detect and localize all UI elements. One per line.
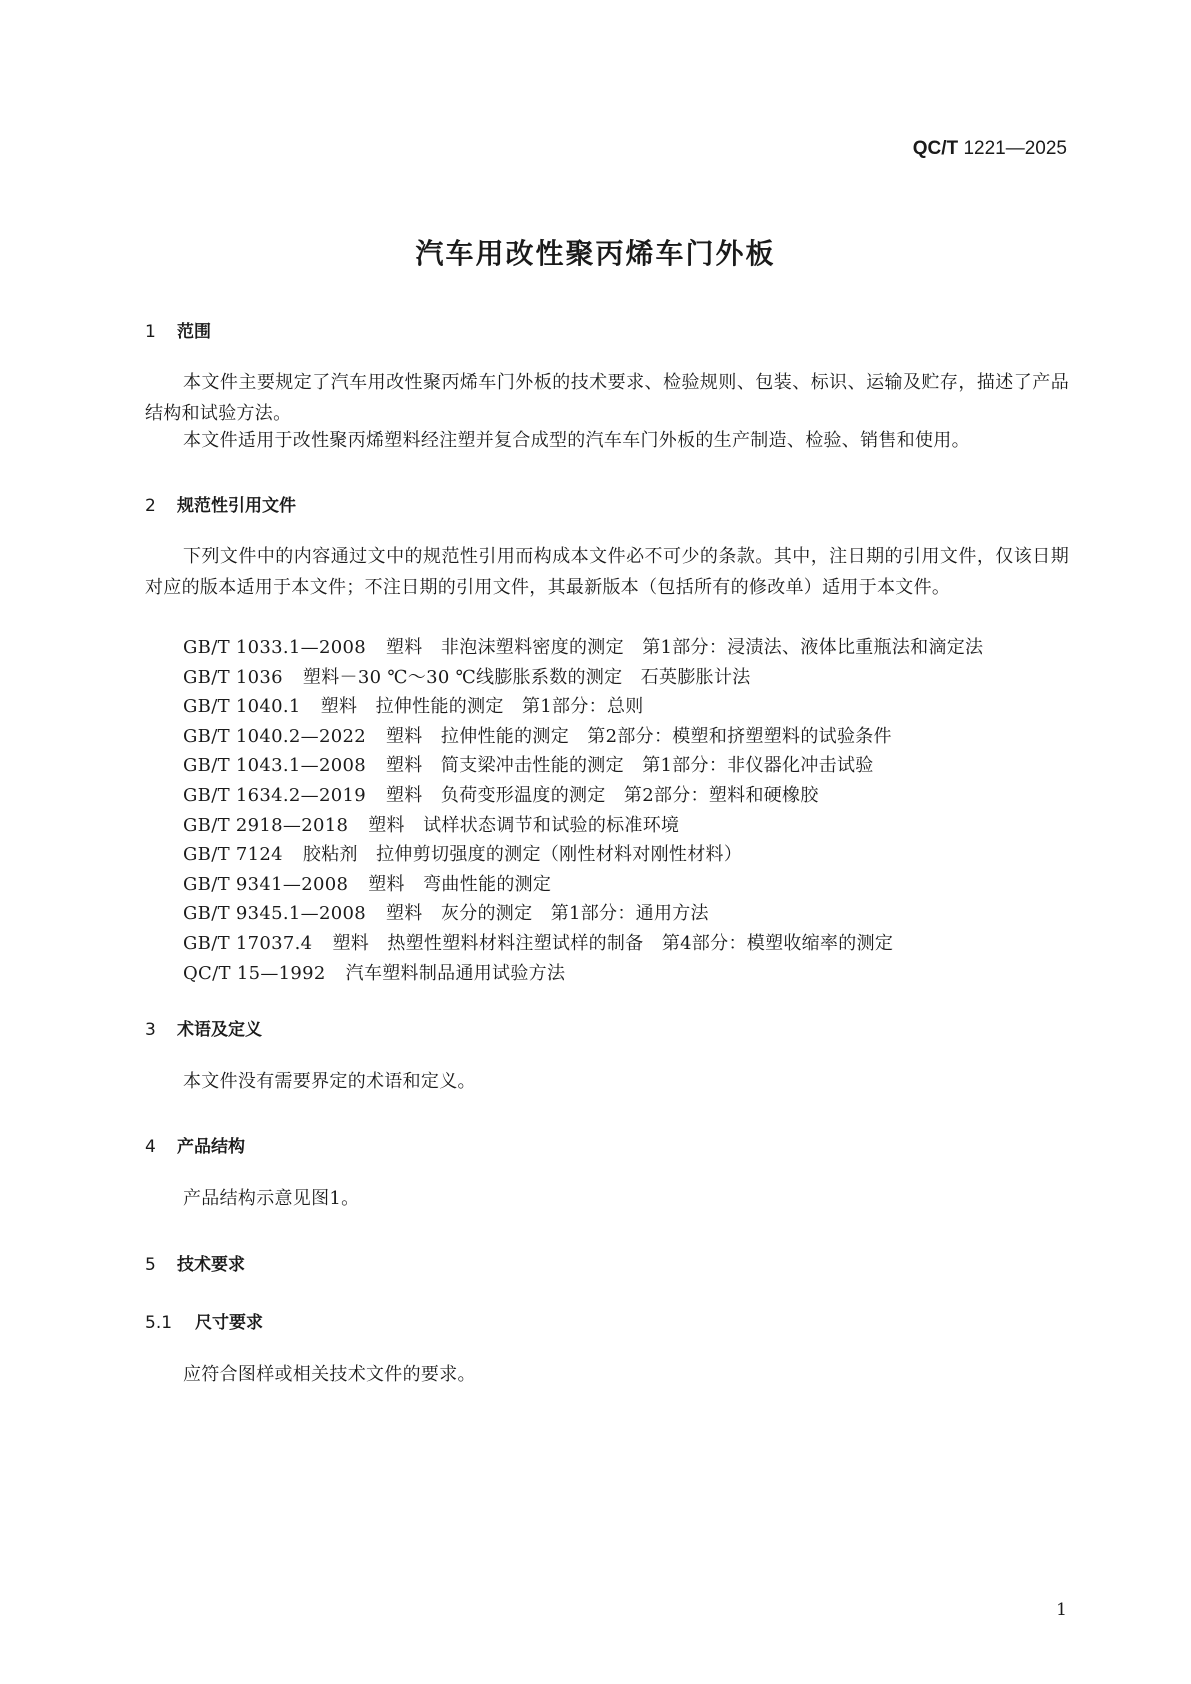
reference-title: 塑料 试样状态调节和试验的标准环境 <box>368 814 680 836</box>
reference-title: 塑料 简支梁冲击性能的测定 第1部分：非仪器化冲击试验 <box>386 755 874 777</box>
standard-code-number: 1221—2025 <box>963 138 1067 159</box>
reference-item <box>183 633 983 659</box>
reference-code: GB/T 1040.1 <box>183 696 301 718</box>
standard-code <box>913 138 1067 160</box>
section-1-paragraph-2: 本文件适用于改性聚丙烯塑料经注塑并复合成型的汽车车门外板的生产制造、检验、销售和使用。 <box>183 430 970 451</box>
reference-title: 塑料－30 ℃～30 ℃线膨胀系数的测定 石英膨胀计法 <box>302 666 751 688</box>
reference-title: 塑料 灰分的测定 第1部分：通用方法 <box>386 903 709 925</box>
reference-code: GB/T 1040.2—2022 <box>183 725 366 747</box>
section-number: 4 <box>145 1137 156 1157</box>
reference-title: 塑料 热塑性塑料材料注塑试样的制备 第4部分：模塑收缩率的测定 <box>332 933 894 954</box>
section-number: 5 <box>145 1255 156 1275</box>
reference-code: GB/T 1043.1—2008 <box>183 755 366 777</box>
reference-item <box>183 722 892 748</box>
reference-item <box>183 870 551 896</box>
section-number: 5.1 <box>145 1313 173 1333</box>
reference-title: 塑料 弯曲性能的测定 <box>368 873 552 895</box>
reference-title: 胶粘剂 拉伸剪切强度的测定（刚性材料对刚性材料） <box>302 844 743 866</box>
section-number: 2 <box>145 496 156 516</box>
reference-item <box>183 781 819 807</box>
section-2-heading <box>145 491 296 516</box>
reference-item <box>183 899 709 925</box>
section-title: 产品结构 <box>177 1137 245 1157</box>
reference-item <box>183 929 893 955</box>
reference-title: 汽车塑料制品通用试验方法 <box>345 962 566 984</box>
reference-title: 塑料 拉伸性能的测定 第2部分：模塑和挤塑塑料的试验条件 <box>386 725 892 747</box>
section-title: 术语及定义 <box>177 1020 262 1040</box>
section-4-paragraph-1: 产品结构示意见图1。 <box>183 1188 360 1209</box>
reference-item <box>183 692 644 718</box>
reference-item <box>183 840 742 866</box>
reference-code: GB/T 1634.2—2019 <box>183 785 366 806</box>
section-3-paragraph-1: 本文件没有需要界定的术语和定义。 <box>183 1071 476 1092</box>
section-2-paragraph-1: 下列文件中的内容通过文中的规范性引用而构成本文件必不可少的条款。其中，注日期的引用文件，仅该日期对应的版本适用于本文件；不注日期的引用文件，其最新版本（包括所有的修改单）适用于本文件。 <box>145 546 1069 598</box>
section-1-paragraph-1: 本文件主要规定了汽车用改性聚丙烯车门外板的技术要求、检验规则、包装、标识、运输及贮存，描述了产品结构和试验方法。 <box>145 372 1069 424</box>
reference-title: 塑料 拉伸性能的测定 第1部分：总则 <box>320 696 644 718</box>
reference-item <box>183 959 565 985</box>
section-title: 技术要求 <box>177 1255 245 1275</box>
section-5-1-heading <box>145 1308 263 1333</box>
section-5-1-paragraph-1: 应符合图样或相关技术文件的要求。 <box>183 1364 476 1385</box>
reference-title: 塑料 负荷变形温度的测定 第2部分：塑料和硬橡胶 <box>386 785 819 806</box>
section-title: 范围 <box>177 322 211 342</box>
reference-code: GB/T 2918—2018 <box>183 814 349 836</box>
reference-code: GB/T 9341—2008 <box>183 873 349 895</box>
section-number: 1 <box>145 322 156 342</box>
standard-code-prefix: QC/T <box>912 138 959 159</box>
section-4-heading <box>145 1132 245 1157</box>
section-title: 尺寸要求 <box>195 1313 263 1333</box>
section-3-heading <box>145 1015 262 1040</box>
reference-code: GB/T 7124 <box>183 844 283 866</box>
reference-item <box>183 663 751 689</box>
document-title: 汽车用改性聚丙烯车门外板 <box>415 237 776 270</box>
reference-item <box>183 811 679 837</box>
reference-code: GB/T 1033.1—2008 <box>183 637 366 658</box>
section-1-heading <box>145 317 211 342</box>
section-title: 规范性引用文件 <box>177 496 296 516</box>
section-5-heading <box>145 1250 245 1275</box>
reference-code: GB/T 17037.4 <box>183 933 313 954</box>
reference-code: QC/T 15—1992 <box>183 962 326 984</box>
page-number: 1 <box>1056 1600 1067 1620</box>
section-number: 3 <box>145 1020 156 1040</box>
reference-code: GB/T 1036 <box>183 666 283 688</box>
reference-code: GB/T 9345.1—2008 <box>183 903 366 925</box>
reference-title: 塑料 非泡沫塑料密度的测定 第1部分：浸渍法、液体比重瓶法和滴定法 <box>386 637 984 658</box>
reference-item <box>183 751 874 777</box>
